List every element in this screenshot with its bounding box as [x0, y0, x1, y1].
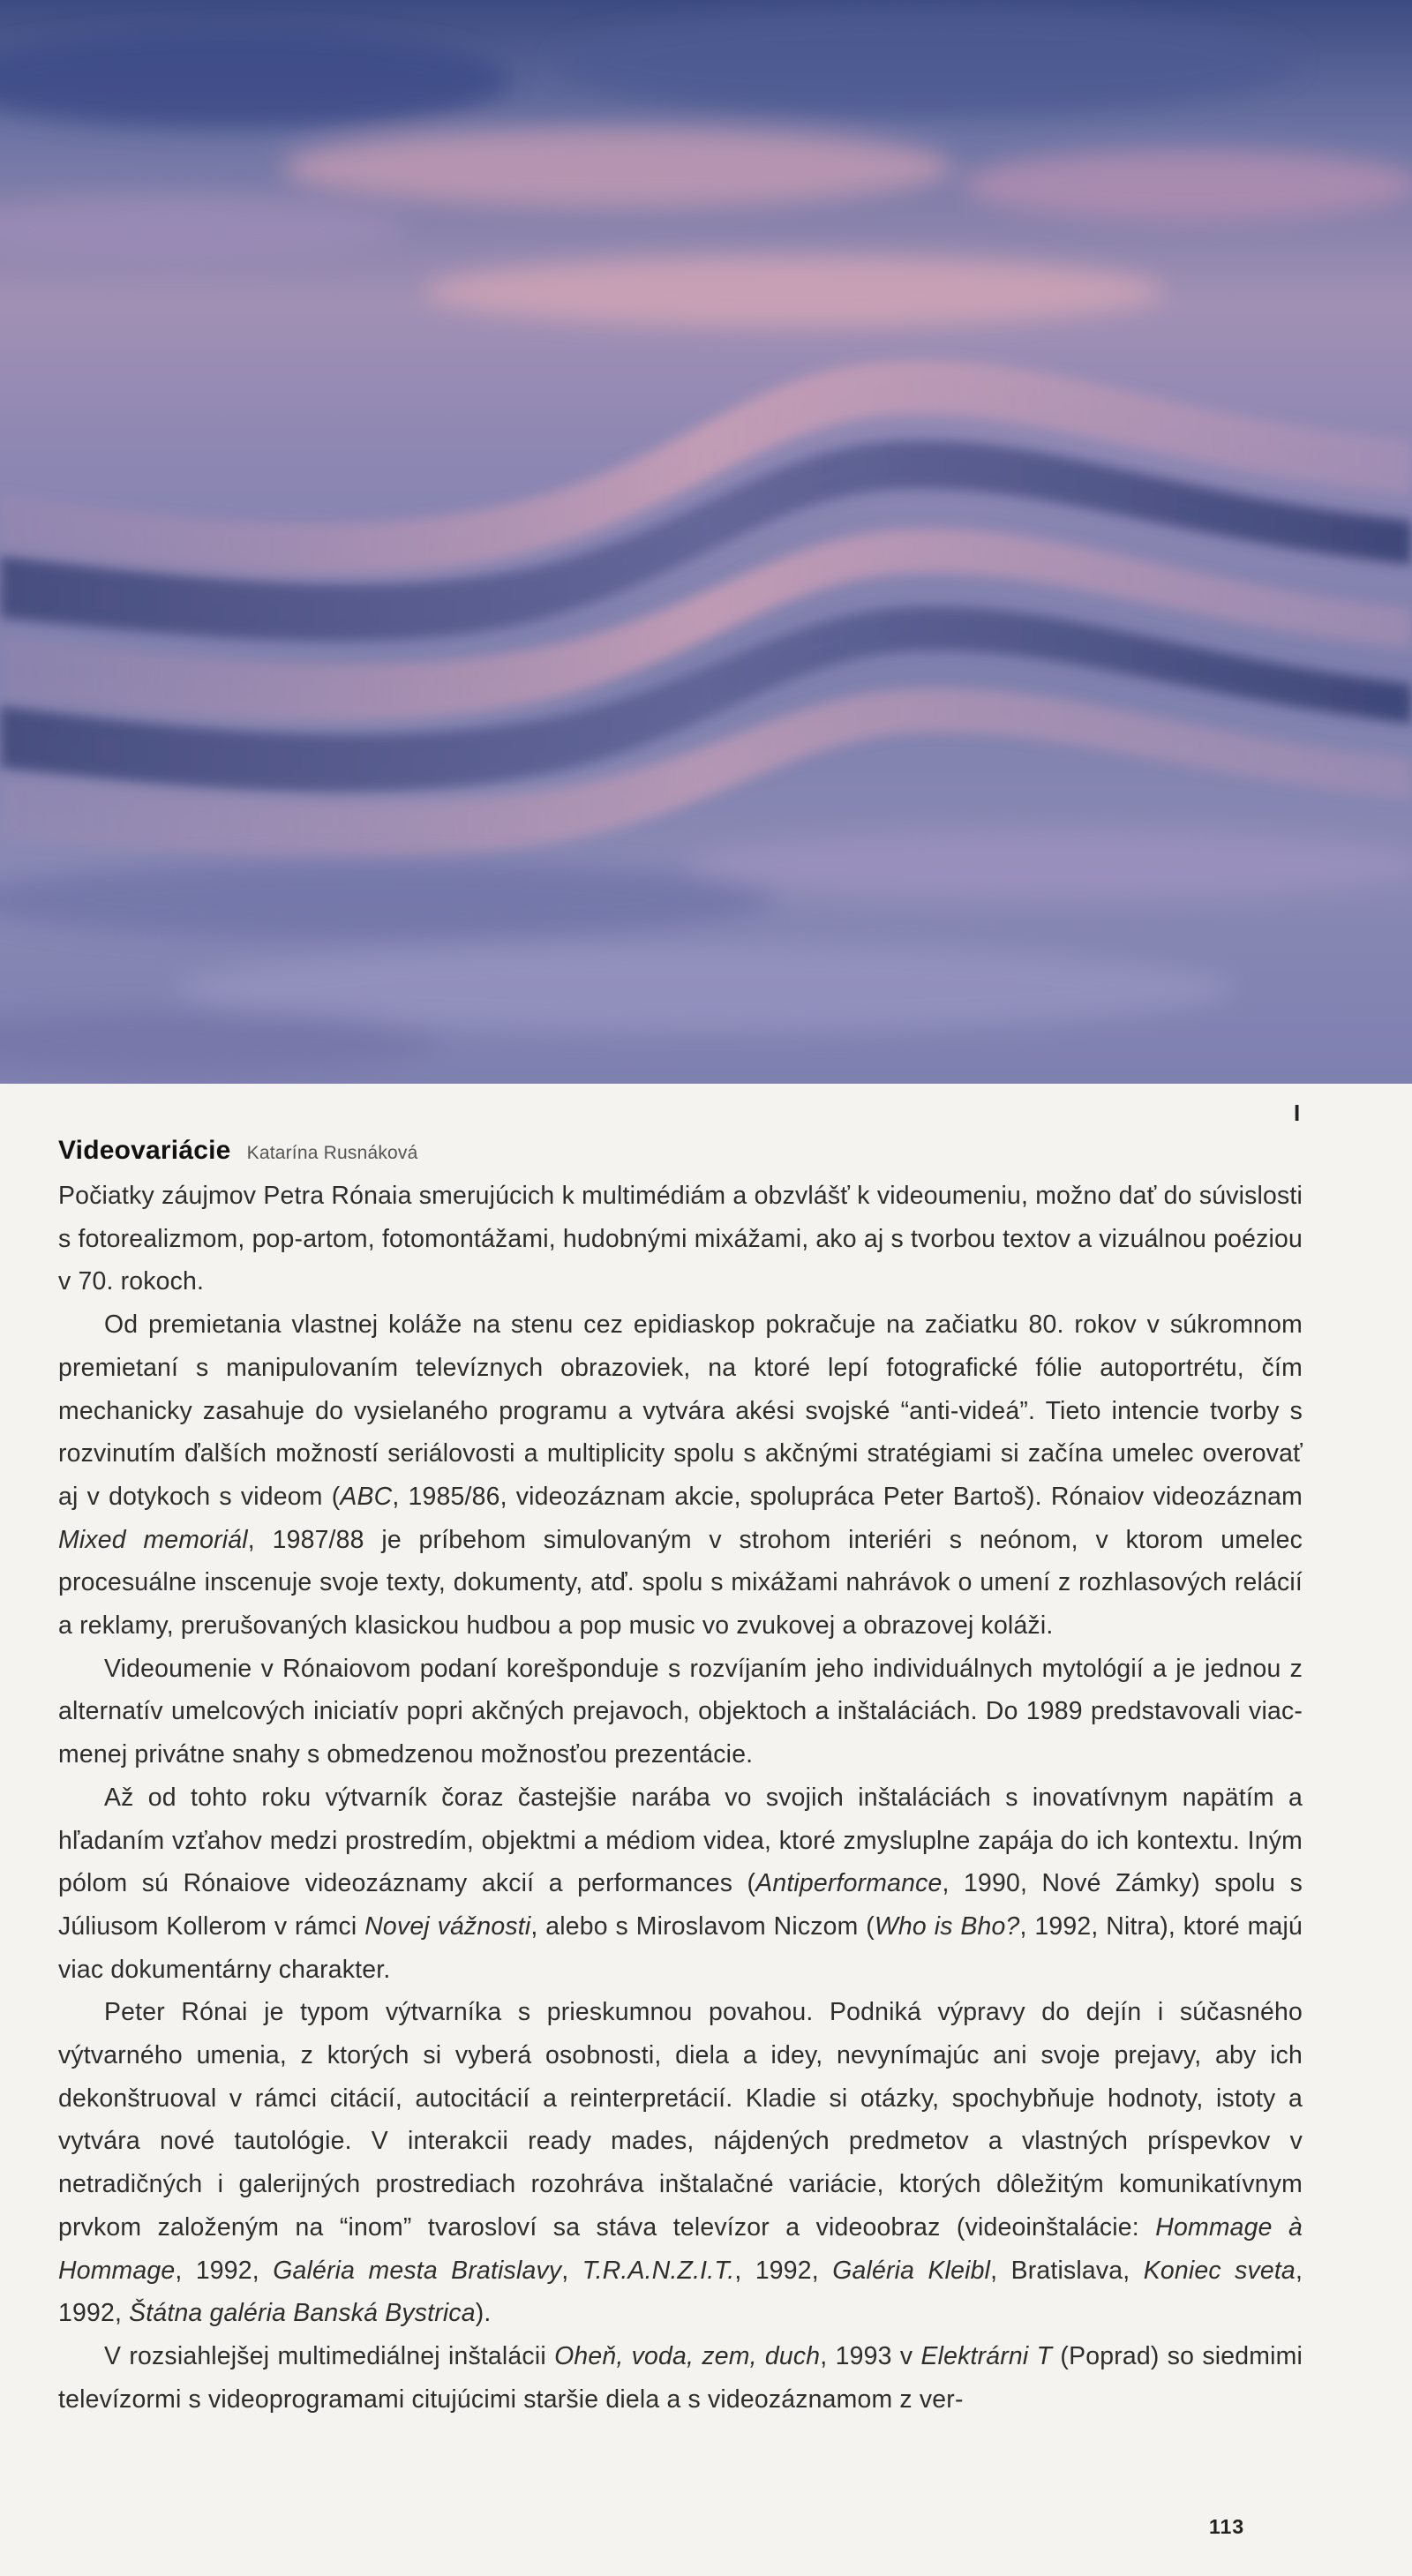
text-run: , 1992, Nitra), ktoré majú viac dokumentárny charakter.: [58, 1911, 1303, 1984]
paragraph: [58, 1303, 1303, 1648]
italic-title-run: Galéria mesta Bratislavy: [273, 2256, 562, 2285]
text-run: Videoumenie v Rónaiovom podaní korešponduje s rozvíjaním jeho individuálnych mytológií a je jednou z alternatív umelcových iniciatív popri akčných prejavoch, objektoch a inštaláciách. Do 1989 predstavovali viac-menej privátne snahy s obmedzenou možnosťou prezentácie.: [58, 1654, 1303, 1769]
italic-title-run: Novej vážnosti: [364, 1911, 531, 1941]
text-run: ,: [561, 2256, 582, 2285]
text-run: , Bratislava,: [990, 2256, 1144, 2285]
italic-title-run: Mixed memoriál: [58, 1525, 248, 1554]
text-run: , 1990, Nové Zámky) spolu s Júliusom Kollerom v rámci: [58, 1869, 1303, 1941]
article-author: Katarína Rusnáková: [246, 1143, 418, 1163]
paragraph: [58, 1991, 1303, 2335]
text-run: Až od tohto roku výtvarník čoraz častejšie narába vo svojich inštaláciách s inovatívnym napätím a hľadaním vzťahov medzi prostredím, objektmi a médiom videa, ktoré zmysluplne zapája do ich kontextu. Iným pólom sú Rónaiove videozáznamy akcií a performances (: [58, 1783, 1303, 1898]
paragraph: [58, 1648, 1303, 1776]
text-run: V rozsiahlejšej multimediálnej inštalácii: [104, 2341, 555, 2370]
text-run: , 1992,: [58, 2256, 1303, 2328]
text-run: Počiatky záujmov Petra Rónaia smerujúcich k multimédiám a obzvlášť k videoumeniu, možno dať do súvislosti s fotorealizmom, pop-artom, fotomontážami, hudobnými mixážami, ako aj s tvorbou textov a vizuálnou poéziou v 70. rokoch.: [58, 1182, 1303, 1296]
italic-title-run: Štátna galéria Banská Bystrica: [129, 2299, 476, 2328]
text-run: , 1992,: [175, 2256, 274, 2285]
text-run: , alebo s Miroslavom Niczom (: [530, 1911, 875, 1941]
page-number: 113: [1209, 2515, 1245, 2538]
italic-title-run: Koniec sveta: [1143, 2256, 1296, 2285]
text-run: ).: [475, 2299, 492, 2328]
paragraph: [58, 2335, 1303, 2421]
italic-title-run: Galéria Kleibl: [832, 2256, 991, 2285]
paragraph: [58, 1776, 1303, 1992]
italic-title-run: Elektrárni T: [920, 2341, 1053, 2370]
text-run: (Poprad) so siedmimi televízormi s videoprogramami citujúcimi staršie diela a s videozáznamom z ver-: [58, 2341, 1303, 2414]
article-heading: [58, 1130, 1303, 1175]
italic-title-run: ABC: [340, 1482, 393, 1511]
text-run: , 1985/86, videozáznam akcie, spolupráca Peter Bartoš). Rónaiov videozáznam: [392, 1482, 1303, 1511]
italic-title-run: Who is Bho?: [874, 1911, 1020, 1941]
wave-photograph: [0, 0, 1412, 1084]
italic-title-run: Oheň, voda, zem, duch: [554, 2341, 821, 2370]
text-run: Od premietania vlastnej koláže na stenu cez epidiaskop pokračuje na začiatku 80. rokov v súkromnom premietaní s manipulovaním televíznych obrazoviek, na ktoré lepí fotografické fólie autoportrétu, čím mechanicky zasahuje do vysielaného programu a vytvára akési svojské “anti-videá”. Tieto intencie tvorby s rozvinutím ďalších možností seriálovosti a multiplicity spolu s akčnými stratégiami si začína umelec overovať aj v dotykoch s videom (: [58, 1311, 1303, 1511]
text-run: Peter Rónai je typom výtvarníka s prieskumnou povahou. Podniká výpravy do dejín i súčasného výtvarného umenia, z ktorých si vyberá osobnosti, diela a idey, nevynímajúc ani svoje prejavy, aby ich dekonštruoval v rámci citácií, autocitácií a reinterpretácií. Kladie si otázky, spochybňuje hodnoty, istoty a vytvára nové tautológie. V interakcii ready mades, nájdených predmetov a vlastných príspevkov v netradičných i galerijných prostrediach rozohráva inštalačné variácie, ktorých dôležitým komunikatívnym prvkom založeným na “inom” tvarosloví sa stáva televízor a videoobraz (videoinštalácie:: [58, 1998, 1303, 2242]
italic-title-run: Hommage à Hommage: [58, 2212, 1303, 2285]
text-run: , 1987/88 je príbehom simulovaným v strohom interiéri s neónom, v ktorom umelec procesuálne inscenuje svoje texty, dokumenty, atď. spolu s mixážami nahrávok o umení z rozhlasových relácií a reklamy, prerušovaných klasickou hudbou a pop music vo zvukovej a obrazovej koláži.: [58, 1525, 1303, 1641]
article-body: [58, 1175, 1303, 2421]
text-run: , 1992,: [734, 2256, 833, 2285]
italic-title-run: Antiperformance: [755, 1869, 943, 1898]
article-title: Videovariácie: [58, 1136, 231, 1165]
article: [58, 1130, 1303, 2421]
plate-number: I: [1294, 1100, 1301, 1126]
italic-title-run: T.R.A.N.Z.I.T.: [582, 2256, 735, 2285]
text-run: , 1993 v: [820, 2341, 921, 2370]
paragraph: [58, 1175, 1303, 1303]
